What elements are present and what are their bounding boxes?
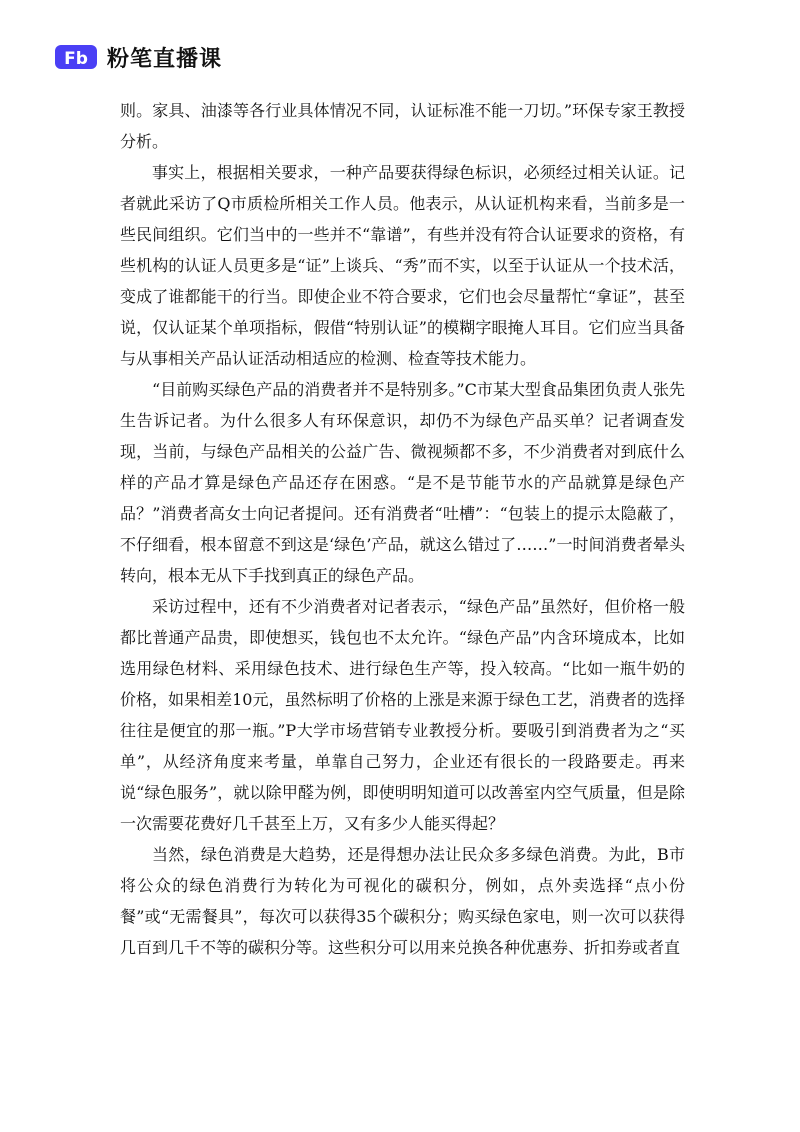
brand-name: 粉笔直播课 — [107, 46, 223, 72]
paragraph: “目前购买绿色产品的消费者并不是特别多。”C市某大型食品集团负责人张先生告诉记者。为什么很多人有环保意识，却仍不为绿色产品买单？记者调查发现，当前，与绿色产品相关的公益广告、微视频都不多，不少消费者对到底什么样的产品才算是绿色产品还存在困惑。“是不是节能节水的产品就算是绿色产品？”消费者高女士向记者提问。还有消费者“吐槽”：“包装上的提示太隐蔽了，不仔细看，根本留意不到这是‘绿色’产品，就这么错过了……”一时间消费者晕头转向，根本无从下手找到真正的绿色产品。 — [120, 380, 685, 585]
paragraph: 事实上，根据相关要求，一种产品要获得绿色标识，必须经过相关认证。记者就此采访了Q市质检所相关工作人员。他表示，从认证机构来看，当前多是一些民间组织。它们当中的一些并不“靠谱”，有些并没有符合认证要求的资格，有些机构的认证人员更多是“证”上谈兵、“秀”而不实，以至于认证从一个技术活，变成了谁都能干的行当。即使企业不符合要求，它们也会尽量帮忙“拿证”，甚至说，仅认证某个单项指标，假借“特别认证”的模糊字眼掩人耳目。它们应当具备与从事相关产品认证活动相适应的检测、检查等技术能力。 — [120, 163, 685, 368]
paragraph: 采访过程中，还有不少消费者对记者表示，“绿色产品”虽然好，但价格一般都比普通产品贵，即使想买，钱包也不太允许。“绿色产品”内含环境成本，比如选用绿色材料、采用绿色技术、进行绿色生产等，投入较高。“比如一瓶牛奶的价格，如果相差10元，虽然标明了价格的上涨是来源于绿色工艺，消费者的选择往往是便宜的那一瓶。”P大学市场营销专业教授分析。要吸引到消费者为之“买单”，从经济角度来考量，单靠自己努力，企业还有很长的一段路要走。再来说“绿色服务”，就以除甲醛为例，即使明明知道可以改善室内空气质量，但是除一次需要花费好几千甚至上万，又有多少人能买得起？ — [120, 597, 685, 833]
page-header — [55, 40, 222, 74]
article-body — [120, 95, 685, 963]
paragraph-continued: 则。家具、油漆等各行业具体情况不同，认证标准不能一刀切。”环保专家王教授分析。 — [120, 101, 685, 151]
svg-text:Fb: Fb — [64, 49, 88, 69]
paragraph: 当然，绿色消费是大趋势，还是得想办法让民众多多绿色消费。为此，B市将公众的绿色消费行为转化为可视化的碳积分，例如，点外卖选择“点小份餐”或“无需餐具”，每次可以获得35个碳积分；购买绿色家电，则一次可以获得几百到几千不等的碳积分等。这些积分可以用来兑换各种优惠券、折扣券或者直 — [120, 845, 685, 957]
fb-logo-icon — [55, 42, 99, 72]
